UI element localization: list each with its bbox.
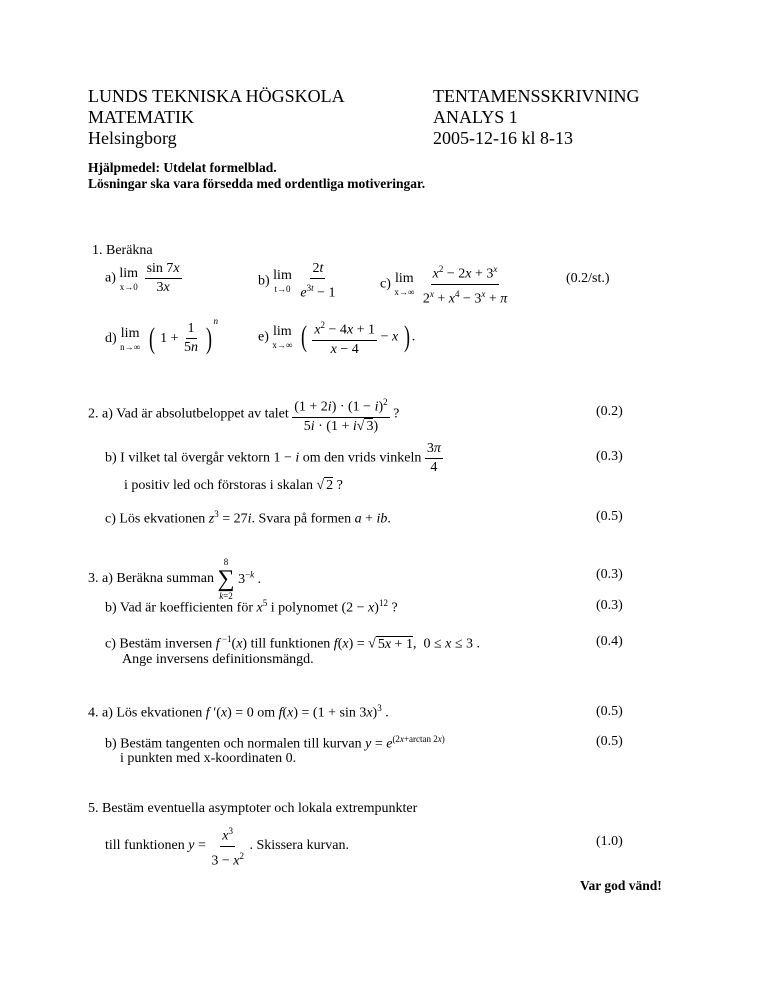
- q3b-text: b) Vad är koefficienten för: [105, 600, 253, 616]
- q1e: e) lim x→∞ ( $\frac{x^2 - 4x + 1}{x - 4}$ − x ) .: [258, 316, 415, 359]
- q5-text: 5. Bestäm eventuella asymptoter och lokala extrempunkter: [88, 801, 418, 816]
- q3c-text3: Ange inversens definitionsmängd.: [122, 652, 314, 667]
- q4b-text: b) Bestäm tangenten och normalen till kurvan: [105, 736, 362, 752]
- q1b: b) lim t→0 $\frac{2t}{e^{3t} - 1}$: [258, 261, 336, 301]
- q2a-points: (0.2): [596, 404, 623, 419]
- header-left-line-2: MATEMATIK: [88, 107, 194, 127]
- header-right-line-2: ANALYS 1: [433, 107, 518, 127]
- q2c-points: (0.5): [596, 509, 623, 524]
- q2c: c) Lös ekvationen $z^3 = 27i$. Svara på formen a + ib.: [105, 509, 391, 527]
- q2b-text: b) I vilket tal övergår vektorn: [105, 450, 270, 466]
- q4a: 4. a) Lös ekvationen f ′(x) = 0 om $f(x) = (1 + \sin 3x)^3$ .: [88, 703, 389, 721]
- q1a-label: a): [105, 270, 116, 286]
- q2c-text: c) Lös ekvationen: [105, 511, 206, 527]
- q4a-text2: om: [257, 705, 276, 721]
- q3c-text: c) Bestäm inversen: [105, 636, 213, 652]
- q3b-points: (0.3): [596, 598, 623, 613]
- header-left-line-1: LUNDS TEKNISKA HÖGSKOLA: [88, 86, 345, 106]
- instructions: [88, 160, 425, 192]
- q3c-text2: till funktionen: [250, 636, 331, 652]
- q3c: c) Bestäm inversen f $^{-1}$(x) till funktionen f(x) = √ 5x + 1, 0 ≤ x ≤ 3 .: [105, 634, 481, 652]
- q4b-points: (0.5): [596, 734, 623, 749]
- q3b-text2: i polynomet: [270, 600, 338, 616]
- q2b-text2: om den vrids vinkeln: [302, 450, 422, 466]
- q4b-text2: i punkten med x-koordinaten 0.: [120, 751, 297, 766]
- turn-page-note: Var god vänd!: [580, 878, 662, 893]
- q1c: c) lim x→∞ $\frac{x^2 - 2x + 3^x}{2^x + x^4 - 3^x + \pi}$: [380, 260, 509, 308]
- q5-function: till funktionen y = $\frac{x^3}{3 - x^2}$ . Skissera kurvan.: [105, 822, 349, 870]
- q3a: 3. a) Beräkna summan 8 ∑ k=2 $3^{-k}$ .: [88, 557, 262, 601]
- instruction-aids: Hjälpmedel: Utdelat formelblad.: [88, 160, 277, 175]
- q2a: 2. a) Vad är absolutbeloppet av talet $\frac{(1 + 2i) \cdot (1 - i)^2}{5i \cdot (1 + i√ 3)}$ ?: [88, 393, 399, 436]
- q5-text3: . Skissera kurvan.: [249, 838, 350, 854]
- q5-points: (1.0): [596, 834, 623, 849]
- q1-points: (0.2/st.): [566, 271, 610, 286]
- q2b: b) I vilket tal övergår vektorn 1 − i om den vrids vinkeln $\frac{3\pi}{4}$: [105, 441, 441, 475]
- header-left-line-3: Helsingborg: [88, 128, 177, 148]
- school-header: [88, 86, 345, 149]
- header-right-line-3: 2005-12-16 kl 8-13: [433, 128, 573, 148]
- q1b-label: b): [258, 273, 270, 289]
- instruction-solutions: Lösningar ska vara försedda med ordentliga motiveringar.: [88, 176, 426, 191]
- q3c-points: (0.4): [596, 634, 623, 649]
- header-right-line-1: TENTAMENSSKRIVNING: [433, 86, 640, 106]
- q1d-label: d): [105, 331, 117, 346]
- exam-header: [433, 86, 640, 149]
- q4a-text: 4. a) Lös ekvationen: [88, 705, 203, 721]
- q2b-scale: i positiv led och förstoras i skalan √ 2 ?: [124, 478, 343, 493]
- q3b: b) Vad är koefficienten för $x^5$ i polynomet $(2 - x)^{12}$ ?: [105, 598, 398, 616]
- q2b-points: (0.3): [596, 449, 623, 464]
- q1d: d) lim n→∞ ( 1 + $\frac{1}{5n}$ )$^n$: [105, 316, 218, 356]
- q1a: a) lim x→0 $\frac{\sin 7x}{3x}$: [105, 261, 180, 295]
- q4a-points: (0.5): [596, 704, 623, 719]
- q4b: b) Bestäm tangenten och normalen till kurvan $y = e^{(2x+arctan 2x)}$: [105, 734, 445, 752]
- q2b-text3: i positiv led och förstoras i skalan: [124, 478, 313, 493]
- q1-intro: 1. Beräkna: [92, 243, 153, 258]
- q1e-label: e): [258, 329, 269, 345]
- q2c-text2: . Svara på formen: [251, 511, 352, 527]
- q2a-text: 2. a) Vad är absolutbeloppet av talet: [88, 406, 289, 422]
- q3a-points: (0.3): [596, 567, 623, 582]
- q3a-text: 3. a) Beräkna summan: [88, 571, 214, 586]
- q5-text2: till funktionen: [105, 838, 185, 854]
- q1c-label: c): [380, 276, 391, 292]
